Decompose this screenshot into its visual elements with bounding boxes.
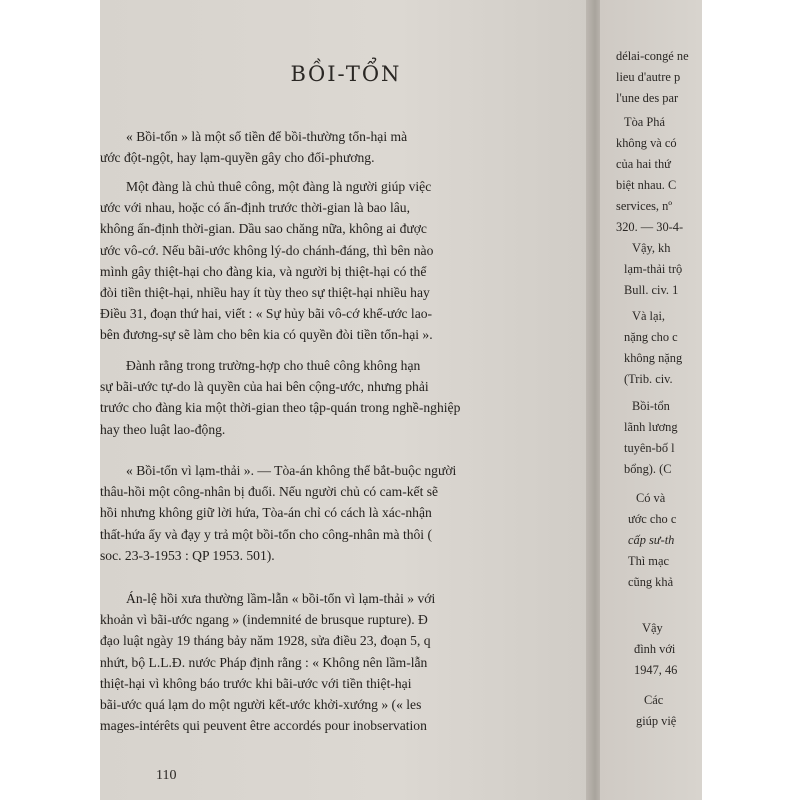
text-line: hay theo luật lao-động.	[100, 421, 226, 437]
right-block-g	[636, 690, 702, 732]
text-line: Án-lệ hồi xưa thường lầm-lẫn « bồi-tổn vì lạm-thải » với	[126, 591, 436, 606]
text-line: 1947, 46	[634, 663, 678, 677]
text-line: đòi tiền thiệt-hại, nhiều hay ít tùy theo sự thiệt-hại nhiều hay	[100, 284, 430, 300]
text-line: đình với	[634, 642, 676, 656]
text-line: « Bồi-tổn vì lạm-thải ». — Tòa-án không thể bắt-buộc người	[126, 463, 457, 478]
text-line: thiệt-hại vì không báo trước khi bãi-ước với tiền thiệt-hại	[100, 675, 412, 691]
text-line: bên đương-sự sẽ làm cho bên kia có quyền đòi tiền tổn-hại ».	[100, 327, 433, 343]
text-line: Thì mạc	[628, 554, 669, 568]
paragraph-parties	[100, 176, 592, 346]
book-photo	[100, 0, 702, 800]
text-line: không và có	[616, 136, 677, 150]
text-line: soc. 23-3-1953 : QP 1953. 501).	[100, 547, 275, 563]
paragraph-abusive-dismissal	[100, 460, 592, 566]
text-line: thâu-hồi một công-nhân bị đuổi. Nếu người chủ có cam-kết sẽ	[100, 484, 439, 500]
text-line: Và lại,	[632, 309, 666, 323]
text-line: ước đột-ngột, hay lạm-quyền gây cho đối-phương.	[100, 150, 375, 166]
text-line: Các	[644, 693, 664, 707]
right-block-c	[624, 306, 702, 390]
text-line: trước cho đàng kia một thời-gian theo tập-quán trong nghề-nghiệp	[100, 400, 461, 416]
text-line: không nặng	[624, 351, 683, 365]
text-line: Vậy, kh	[632, 241, 671, 255]
text-line: l'une des par	[616, 91, 679, 105]
text-line: lãnh lương	[624, 420, 678, 434]
text-line: nặng cho c	[624, 330, 678, 344]
text-line: « Bồi-tổn » là một số tiền để bồi-thường tổn-hại mà	[126, 129, 408, 144]
text-line: mages-intérêts qui peuvent être accordés pour inobservation	[100, 718, 427, 734]
text-line: tuyên-bố l	[624, 441, 675, 455]
right-block-a	[616, 112, 702, 238]
text-line: (Trib. civ.	[624, 372, 673, 386]
text-line: ước với nhau, hoặc có ấn-định trước thời-gian là bao lâu,	[100, 200, 410, 216]
text-line: Vậy	[642, 621, 663, 635]
text-line: đạo luật ngày 19 tháng bảy năm 1928, sửa điều 23, đoạn 5, q	[100, 633, 431, 649]
text-line: cấp sư-th	[628, 533, 675, 547]
text-line: Điều 31, đoạn thứ hai, viết : « Sự hủy bãi vô-cớ khế-ước lao-	[100, 306, 433, 322]
right-block-f	[634, 618, 702, 681]
text-line: bổng). (C	[624, 462, 672, 476]
text-line: sự bãi-ước tự-do là quyền của hai bên cộng-ước, nhưng phải	[100, 379, 429, 395]
page-title: BỒI-TỔN	[290, 62, 402, 86]
paragraph-definition	[100, 126, 592, 168]
text-line: mình gây thiệt-hại cho đàng kia, và người bị thiệt-hại có thể	[100, 263, 427, 279]
text-line: của hai thứ	[616, 157, 671, 171]
text-line: khoản vì bãi-ước ngang » (indemnité de brusque rupture). Đ	[100, 612, 428, 628]
text-line: Có và	[636, 491, 666, 505]
right-block-b	[624, 238, 702, 301]
text-line: Tòa Phá	[624, 115, 665, 129]
text-line: biệt nhau. C	[616, 178, 677, 192]
right-block-top	[616, 46, 702, 109]
text-line: giúp việ	[636, 714, 677, 728]
page-number: 110	[156, 768, 177, 783]
right-page	[600, 0, 702, 800]
text-line: Bồi-tổn	[632, 399, 670, 413]
left-page	[100, 0, 592, 800]
text-line: cũng khả	[628, 575, 674, 589]
text-line: nhứt, bộ L.L.Đ. nước Pháp định rằng : « Không nên lầm-lẫn	[100, 654, 428, 670]
text-line: lạm-thải trộ	[624, 262, 683, 276]
paragraph-free-termination	[100, 355, 592, 440]
text-line: services, nº	[616, 199, 673, 213]
text-line: 320. — 30-4-	[616, 220, 684, 234]
text-line: délai-congé ne	[616, 49, 689, 63]
text-line: lieu d'autre p	[616, 70, 681, 84]
text-line: ước vô-cớ. Nếu bãi-ước không lý-do chánh-đáng, thì bên nào	[100, 242, 434, 258]
text-line: bãi-ước quá lạm do một người kết-ước khởi-xướng » (« les	[100, 696, 422, 712]
right-block-d	[624, 396, 702, 480]
text-line: không ấn-định thời-gian. Dầu sao chăng nữa, không ai được	[100, 221, 427, 237]
text-line: thất-hứa ấy và đạy y trả một bồi-tổn cho công-nhân mà thôi (	[100, 526, 433, 542]
text-line: hồi nhưng không giữ lời hứa, Tòa-án chỉ có cách là xác-nhận	[100, 505, 432, 521]
text-line: Đành rằng trong trường-hợp cho thuê công không hạn	[126, 358, 421, 373]
paragraph-case-law	[100, 588, 592, 736]
text-line: Một đàng là chủ thuê công, một đàng là người giúp việc	[126, 179, 432, 194]
text-line: Bull. civ. 1	[624, 283, 679, 297]
text-line: ước cho c	[628, 512, 677, 526]
right-block-e	[628, 488, 702, 593]
